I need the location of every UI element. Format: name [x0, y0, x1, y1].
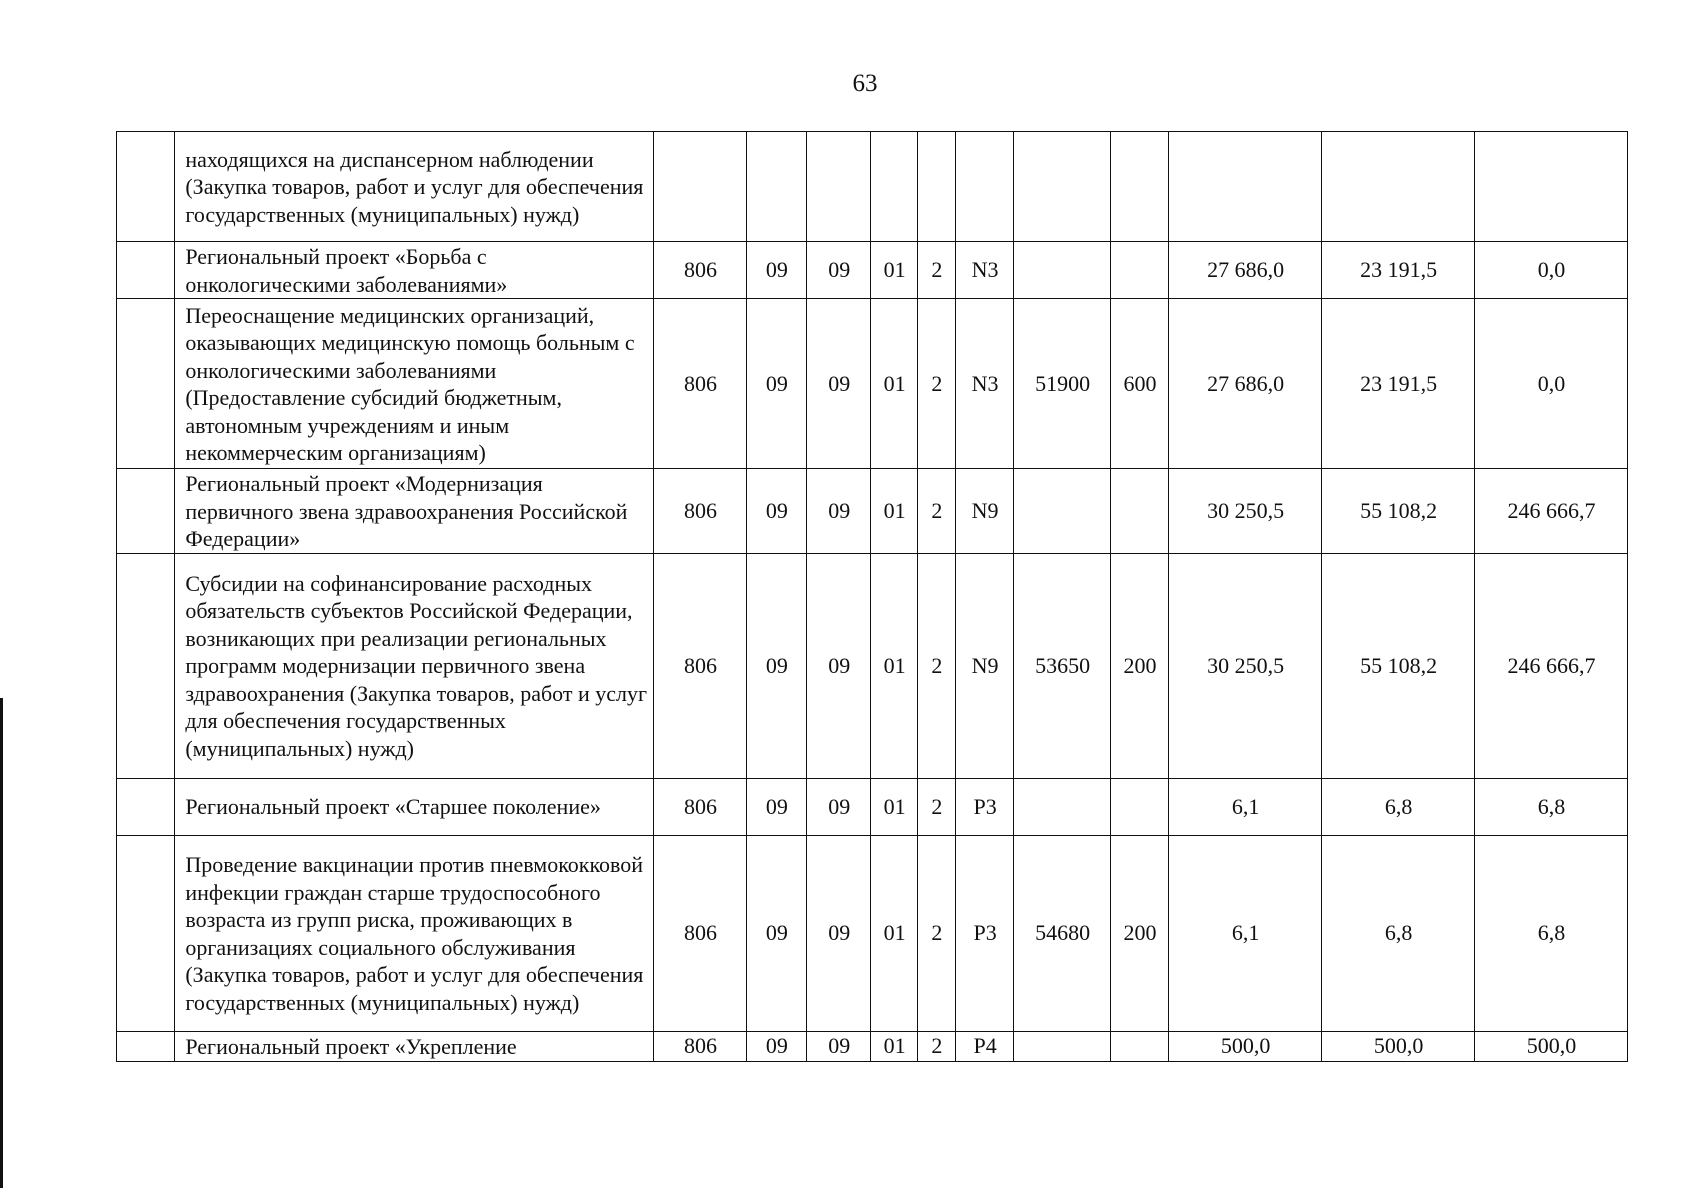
direction-code-cell: [1014, 469, 1111, 554]
section-code-cell: 09: [746, 553, 806, 778]
direction-code-cell: 51900: [1014, 299, 1111, 469]
subprogram-code-cell: 2: [917, 299, 955, 469]
expense-type-cell: [1110, 242, 1168, 299]
ministry-code-cell: 806: [654, 835, 747, 1031]
section-code-cell: 09: [746, 469, 806, 554]
subprogram-code-cell: 2: [917, 778, 955, 835]
direction-code-cell: 54680: [1014, 835, 1111, 1031]
amount-2023-cell: 0,0: [1475, 242, 1628, 299]
subprogram-code-cell: [917, 132, 955, 242]
project-code-cell: N9: [955, 469, 1013, 554]
program-code-cell: 01: [871, 553, 917, 778]
table-row: [117, 469, 1628, 554]
project-code-cell: P4: [955, 1031, 1013, 1061]
expense-type-cell: [1110, 469, 1168, 554]
row-number-cell: [117, 553, 175, 778]
budget-item-name: Переоснащение медицинских организаций, оказывающих медицинскую помощь больным с онкологическими заболеваниями (Предоставление субсидий бюджетным, автономным учреждениям и иным некоммерческим организациям): [175, 299, 654, 469]
subsection-code-cell: 09: [807, 242, 871, 299]
project-code-cell: P3: [955, 835, 1013, 1031]
subsection-code-cell: 09: [807, 469, 871, 554]
table-row: [117, 132, 1628, 242]
amount-2021-cell: 27 686,0: [1169, 299, 1322, 469]
row-number-cell: [117, 778, 175, 835]
expense-type-cell: [1110, 1031, 1168, 1061]
project-code-cell: N9: [955, 553, 1013, 778]
scan-edge-mark: [0, 698, 3, 1188]
amount-2021-cell: 30 250,5: [1169, 469, 1322, 554]
subprogram-code-cell: 2: [917, 469, 955, 554]
row-number-cell: [117, 299, 175, 469]
program-code-cell: 01: [871, 835, 917, 1031]
subprogram-code-cell: 2: [917, 1031, 955, 1061]
row-number-cell: [117, 1031, 175, 1061]
program-code-cell: 01: [871, 778, 917, 835]
table-row: [117, 1031, 1628, 1061]
subprogram-code-cell: 2: [917, 242, 955, 299]
direction-code-cell: [1014, 242, 1111, 299]
row-number-cell: [117, 132, 175, 242]
subprogram-code-cell: 2: [917, 553, 955, 778]
subsection-code-cell: 09: [807, 1031, 871, 1061]
subsection-code-cell: 09: [807, 553, 871, 778]
ministry-code-cell: 806: [654, 242, 747, 299]
amount-2021-cell: 6,1: [1169, 835, 1322, 1031]
subsection-code-cell: [807, 132, 871, 242]
budget-item-name: Региональный проект «Укрепление: [175, 1031, 654, 1061]
project-code-cell: N3: [955, 242, 1013, 299]
ministry-code-cell: 806: [654, 299, 747, 469]
amount-2021-cell: 30 250,5: [1169, 553, 1322, 778]
page-number: 63: [852, 70, 878, 97]
amount-2021-cell: 500,0: [1169, 1031, 1322, 1061]
section-code-cell: 09: [746, 242, 806, 299]
table-row: [117, 778, 1628, 835]
ministry-code-cell: 806: [654, 1031, 747, 1061]
subprogram-code-cell: 2: [917, 835, 955, 1031]
expense-type-cell: 600: [1110, 299, 1168, 469]
table-row: [117, 835, 1628, 1031]
budget-item-name: Региональный проект «Старшее поколение»: [175, 778, 654, 835]
subsection-code-cell: 09: [807, 778, 871, 835]
table-row: [117, 553, 1628, 778]
subsection-code-cell: 09: [807, 299, 871, 469]
row-number-cell: [117, 469, 175, 554]
ministry-code-cell: 806: [654, 778, 747, 835]
amount-2022-cell: 55 108,2: [1322, 553, 1475, 778]
table-row: [117, 299, 1628, 469]
program-code-cell: 01: [871, 469, 917, 554]
amount-2021-cell: 27 686,0: [1169, 242, 1322, 299]
direction-code-cell: 53650: [1014, 553, 1111, 778]
section-code-cell: 09: [746, 299, 806, 469]
amount-2022-cell: 23 191,5: [1322, 299, 1475, 469]
ministry-code-cell: 806: [654, 469, 747, 554]
amount-2023-cell: [1475, 132, 1628, 242]
section-code-cell: 09: [746, 1031, 806, 1061]
section-code-cell: 09: [746, 835, 806, 1031]
project-code-cell: [955, 132, 1013, 242]
project-code-cell: N3: [955, 299, 1013, 469]
direction-code-cell: [1014, 778, 1111, 835]
ministry-code-cell: 806: [654, 553, 747, 778]
budget-item-name: Проведение вакцинации против пневмококковой инфекции граждан старше трудоспособного возраста из групп риска, проживающих в организациях социального обслуживания (Закупка товаров, работ и услуг для обеспечения государственных (муниципальных) нужд): [175, 835, 654, 1031]
amount-2023-cell: 0,0: [1475, 299, 1628, 469]
amount-2023-cell: 6,8: [1475, 835, 1628, 1031]
program-code-cell: 01: [871, 299, 917, 469]
amount-2023-cell: 500,0: [1475, 1031, 1628, 1061]
program-code-cell: 01: [871, 242, 917, 299]
amount-2022-cell: 55 108,2: [1322, 469, 1475, 554]
expense-type-cell: [1110, 132, 1168, 242]
amount-2023-cell: 246 666,7: [1475, 553, 1628, 778]
direction-code-cell: [1014, 132, 1111, 242]
budget-item-name: Региональный проект «Модернизация первичного звена здравоохранения Российской Федерации»: [175, 469, 654, 554]
amount-2022-cell: 6,8: [1322, 835, 1475, 1031]
table-body: [117, 132, 1628, 1062]
budget-item-name: Региональный проект «Борьба с онкологическими заболеваниями»: [175, 242, 654, 299]
budget-item-name: Субсидии на софинансирование расходных обязательств субъектов Российской Федерации, возникающих при реализации региональных программ модернизации первичного звена здравоохранения (Закупка товаров, работ и услуг для обеспечения государственных (муниципальных) нужд): [175, 553, 654, 778]
program-code-cell: [871, 132, 917, 242]
section-code-cell: 09: [746, 778, 806, 835]
section-code-cell: [746, 132, 806, 242]
amount-2022-cell: [1322, 132, 1475, 242]
expense-type-cell: 200: [1110, 553, 1168, 778]
amount-2022-cell: 23 191,5: [1322, 242, 1475, 299]
ministry-code-cell: [654, 132, 747, 242]
expense-type-cell: [1110, 778, 1168, 835]
amount-2021-cell: 6,1: [1169, 778, 1322, 835]
amount-2022-cell: 500,0: [1322, 1031, 1475, 1061]
amount-2023-cell: 246 666,7: [1475, 469, 1628, 554]
program-code-cell: 01: [871, 1031, 917, 1061]
amount-2022-cell: 6,8: [1322, 778, 1475, 835]
expense-type-cell: 200: [1110, 835, 1168, 1031]
row-number-cell: [117, 835, 175, 1031]
subsection-code-cell: 09: [807, 835, 871, 1031]
row-number-cell: [117, 242, 175, 299]
amount-2023-cell: 6,8: [1475, 778, 1628, 835]
project-code-cell: P3: [955, 778, 1013, 835]
amount-2021-cell: [1169, 132, 1322, 242]
budget-table: [116, 131, 1628, 1062]
table-row: [117, 242, 1628, 299]
direction-code-cell: [1014, 1031, 1111, 1061]
budget-item-name: находящихся на диспансерном наблюдении (Закупка товаров, работ и услуг для обеспечения государственных (муниципальных) нужд): [175, 132, 654, 242]
